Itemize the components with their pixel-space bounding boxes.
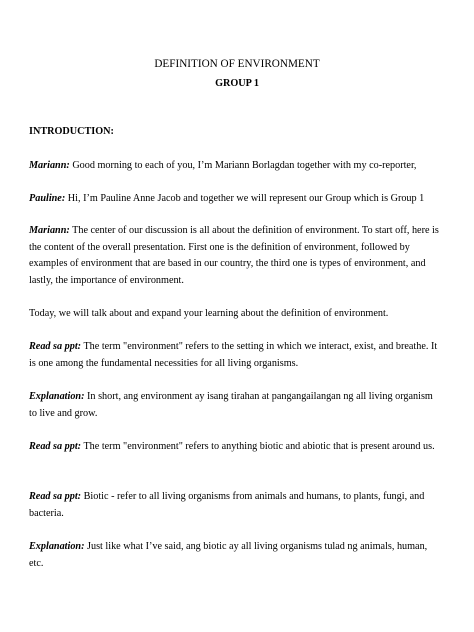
speaker-label: Mariann: <box>29 225 70 236</box>
paragraph-text: Good morning to each of you, I’m Mariann Borlagdan together with my co-reporter, <box>69 160 417 171</box>
paragraph-text: In short, ang environment ay isang tirahan at pangangailangan ng all living organism to live and grow. <box>29 391 433 419</box>
paragraph-text: Biotic - refer to all living organisms from animals and humans, to plants, fungi, and bacteria. <box>29 491 425 519</box>
speaker-label: Read sa ppt: <box>29 341 82 352</box>
speaker-label: Read sa ppt: <box>29 491 82 502</box>
speaker-label: Pauline: <box>29 193 66 204</box>
paragraph-explanation-1 <box>29 389 439 422</box>
paragraph-text: Just like what I’ve said, ang biotic ay all living organisms tulad ng animals, human, etc. <box>29 541 428 569</box>
paragraph-read-ppt-1 <box>29 339 439 372</box>
paragraph-mariann-greeting <box>29 158 439 175</box>
document-title: DEFINITION OF ENVIRONMENT <box>154 58 320 70</box>
paragraph-explanation-2 <box>29 539 439 572</box>
paragraph-text: Hi, I’m Pauline Anne Jacob and together we will represent our Group which is Group 1 <box>65 193 425 204</box>
section-heading: INTRODUCTION: <box>29 126 114 137</box>
paragraph-text: The term "environment" refers to the setting in which we interact, exist, and breathe. It is one among the fundamental necessities for all living organisms. <box>29 341 438 369</box>
speaker-label: Explanation: <box>29 391 85 402</box>
paragraph-read-ppt-3 <box>29 489 439 522</box>
paragraph-read-ppt-2 <box>29 439 439 456</box>
speaker-label: Mariann: <box>29 160 70 171</box>
paragraph-mariann-overview <box>29 223 439 289</box>
speaker-label: Explanation: <box>29 541 85 552</box>
paragraph-text: The term "environment" refers to anything biotic and abiotic that is present around us. <box>81 441 435 452</box>
paragraph-text: The center of our discussion is all about the definition of environment. To start off, here is the content of the overall presentation. First one is the definition of environment, followed by examples of environment that are based in our country, the third one is types of environment, and lastly, the importance of environment. <box>29 225 439 286</box>
speaker-label: Read sa ppt: <box>29 441 82 452</box>
paragraph-today <box>29 306 439 323</box>
paragraph-pauline-greeting <box>29 191 439 208</box>
group-label: GROUP 1 <box>215 78 259 89</box>
paragraph-text: Today, we will talk about and expand your learning about the definition of environment. <box>29 308 389 319</box>
